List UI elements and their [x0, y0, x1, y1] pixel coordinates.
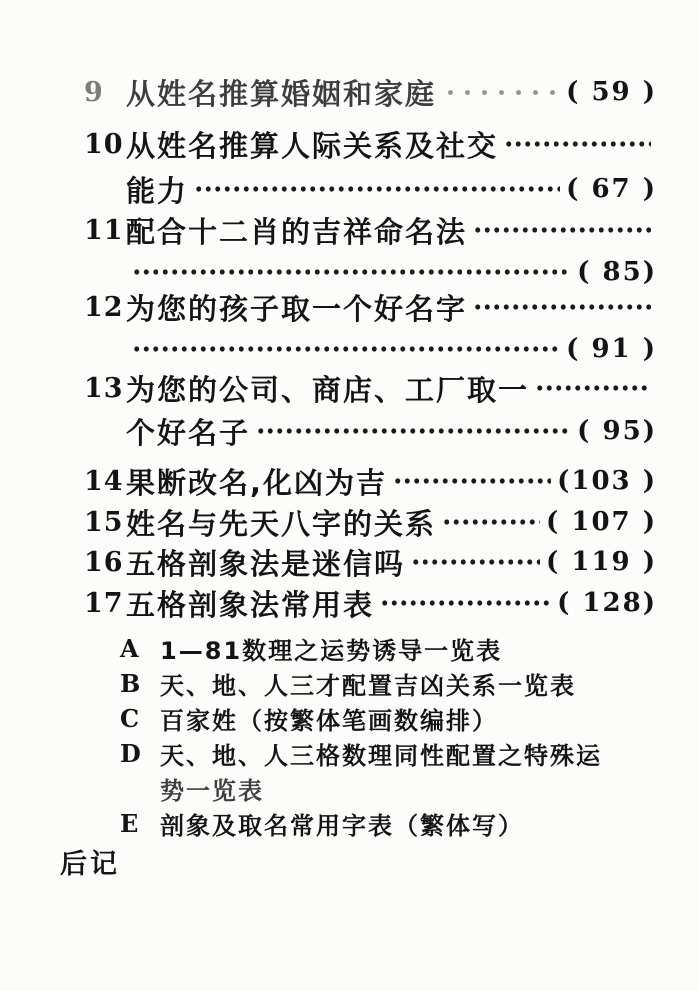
toc-row	[84, 126, 657, 162]
toc-page-number: ( 119 )	[546, 547, 657, 577]
toc-item-title: 能力	[126, 173, 189, 208]
appendix-letter: B	[120, 668, 141, 698]
dot-leader	[256, 413, 571, 449]
appendix-title: 势一览表	[160, 776, 264, 805]
toc-item-number: 12	[84, 291, 124, 323]
toc-item-number: 16	[84, 546, 124, 578]
toc-page-number: ( 59 )	[566, 77, 657, 107]
dot-leader	[132, 331, 560, 367]
toc-item-title: 从姓名推算人际关系及社交	[126, 128, 499, 163]
toc-page-number: ( 85)	[577, 257, 657, 287]
toc-row	[84, 504, 657, 540]
toc-row	[84, 370, 657, 406]
toc-item-number: 14	[84, 465, 124, 497]
toc-row	[84, 585, 657, 621]
appendix-row	[120, 668, 639, 698]
toc-row	[84, 544, 657, 580]
dot-leader	[504, 126, 651, 162]
toc-item-title: 五格剖象法是迷信吗	[126, 546, 406, 581]
toc-item-title: 果断改名,化凶为吉	[126, 465, 388, 500]
toc-page-number: (103 )	[557, 466, 657, 496]
dot-leader	[393, 463, 551, 499]
dot-leader	[194, 171, 560, 207]
appendix-title: 剖象及取名常用字表（繁体写）	[160, 811, 524, 840]
toc-page-number: ( 91 )	[566, 334, 657, 364]
appendix-row	[120, 773, 639, 803]
appendix-title: 天、地、人三格数理同性配置之特殊运	[160, 741, 602, 770]
dot-leader	[380, 585, 551, 621]
appendix-letter: E	[120, 808, 139, 838]
toc-item-title: 从姓名推算婚姻和家庭	[126, 76, 437, 111]
appendix-letter: C	[120, 703, 140, 733]
appendix-row	[120, 738, 639, 768]
toc-item-number: 11	[84, 214, 124, 246]
appendix-letter: D	[120, 738, 141, 768]
toc-row	[84, 212, 657, 248]
toc-page-number: ( 128)	[557, 588, 657, 618]
toc-row	[84, 254, 657, 290]
toc-item-title: 姓名与先天八字的关系	[126, 506, 437, 541]
toc-row	[84, 331, 657, 367]
toc-page-number: ( 95)	[577, 416, 657, 446]
appendix-row	[120, 633, 639, 663]
toc-item-title: 配合十二肖的吉祥命名法	[126, 214, 468, 249]
appendix-title: 天、地、人三才配置吉凶关系一览表	[160, 671, 576, 700]
toc-page-number: ( 107 )	[546, 507, 657, 537]
dot-leader	[411, 544, 540, 580]
appendix-title: 百家姓（按繁体笔画数编排）	[160, 706, 498, 735]
dot-leader	[132, 254, 571, 290]
dot-leader	[535, 370, 651, 406]
appendix-row	[120, 703, 639, 733]
toc-item-number: 15	[84, 506, 124, 538]
toc-page-number: ( 67 )	[566, 174, 657, 204]
dot-leader	[473, 289, 651, 325]
afterword-label: 后记	[60, 849, 120, 880]
toc-item-number: 13	[84, 372, 124, 404]
appendix-row	[120, 808, 639, 838]
dot-leader	[473, 212, 651, 248]
dot-leader	[442, 504, 540, 540]
toc-row	[84, 413, 657, 449]
toc-item-title: 五格剖象法常用表	[126, 587, 375, 622]
toc-item-title: 为您的孩子取一个好名字	[126, 291, 468, 326]
toc-item-number: 9	[84, 76, 104, 108]
toc-item-title: 个好名子	[126, 415, 251, 450]
toc-row	[84, 289, 657, 325]
appendix-title: 1—81数理之运势诱导一览表	[160, 636, 503, 665]
toc-item-title: 为您的公司、商店、工厂取一	[126, 372, 530, 407]
dot-leader	[442, 74, 560, 110]
toc-row	[84, 463, 657, 499]
toc-row	[84, 74, 657, 110]
toc-item-number: 17	[84, 587, 124, 619]
toc-row	[84, 171, 657, 207]
toc-item-number: 10	[84, 128, 124, 160]
appendix-letter: A	[120, 633, 139, 663]
